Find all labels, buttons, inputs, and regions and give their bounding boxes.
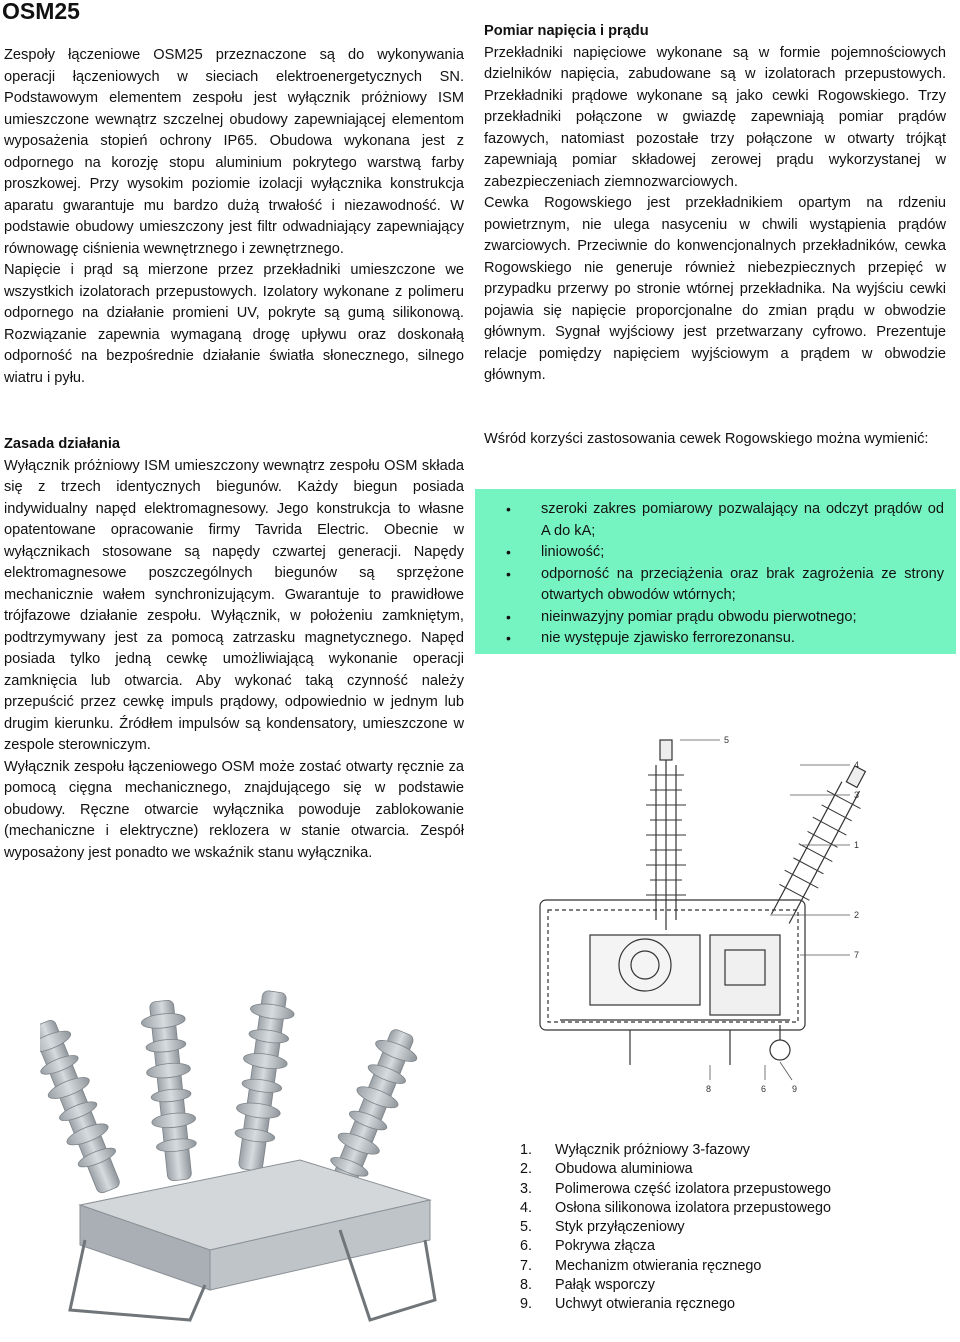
callout-4: 4	[854, 760, 860, 770]
insulator-right-drawing	[764, 760, 877, 928]
measurement-heading: Pomiar napięcia i prądu	[484, 23, 649, 39]
benefit-item: • szeroki zakres pomiarowy pozwalający na odczyt prądów od A do kA;	[506, 501, 944, 539]
measurement-section	[484, 21, 946, 387]
benefit-item: • odporność na przeciążenia oraz brak zagrożenia ze strony otwartych obwodów wtórnych;	[506, 565, 944, 603]
principle-heading: Zasada działania	[4, 436, 120, 452]
product-photo	[40, 990, 460, 1335]
intro-paragraph: Zespoły łączeniowe OSM25 przeznaczone są do wykonywania operacji łączeniowych w sieciach elektroenergetycznych SN. Podstawowym elementem zespołu jest wyłącznik próżniowy ISM umieszczone wewnątrz szczelnej obudowy zapewniającej elementom wyposażenia stopień ochrony IP65. Obudowa wykonana jest z odpornego na korozję stopu aluminium pokrytego warstwą farby proszkowej. Przy wysokim poziomie izolacji wyłącznika konstrukcja aparatu gwarantuje mu bardzo dużą trwałość i niezawodność. W podstawie obudowy umieszczony jest filtr odwadniający zapewniający równowagę ciśnienia wewnętrznego i zewnętrznego.	[4, 47, 464, 257]
bullet-icon: •	[506, 608, 511, 625]
callout-5: 5	[724, 735, 730, 745]
intro-section	[4, 45, 464, 389]
insulators	[40, 990, 424, 1198]
benefit-item: • liniowość;	[475, 542, 944, 564]
bullet-icon: •	[506, 501, 511, 517]
callout-2: 2	[854, 910, 860, 920]
page-title: OSM25	[2, 0, 80, 24]
legend-item: 9. Uchwyt otwierania ręcznego	[520, 1296, 735, 1313]
benefits-list	[475, 489, 956, 650]
benefit-item: • nieinwazyjny pomiar prądu obwodu pierwotnego;	[475, 607, 944, 629]
callout-7: 7	[854, 950, 860, 960]
benefits-intro-section	[484, 429, 946, 451]
cross-section-diagram	[530, 720, 950, 1110]
legend-item: 8. Pałąk wsporczy	[520, 1277, 655, 1294]
legend-item: 6. Pokrywa złącza	[520, 1238, 655, 1255]
legend-item: 2. Obudowa aluminiowa	[520, 1161, 693, 1178]
legend-item: 4. Osłona silikonowa izolatora przepustowego	[520, 1199, 831, 1216]
measurement-paragraph-1: Przekładniki napięciowe wykonane są w formie pojemnościowych dzielników napięcia, zabudowane są w izolatorach przepustowych. Przekładniki prądowe wykonane są jako cewki Rogowskiego. Trzy przekładniki połączone w gwiazdę zapewniają pomiar prądów fazowych, natomiast pozostałe trzy połączone w otwarty trójkąt zapewniają pomiar składowej zerowej prądu wykorzystanej w zabezpieczeniach ziemnozwarciowych.	[484, 44, 946, 190]
callout-3: 3	[854, 790, 860, 800]
callout-1: 1	[854, 840, 860, 850]
callout-9: 9	[792, 1084, 798, 1094]
bullet-icon: •	[506, 565, 511, 582]
legend-item: 3. Polimerowa część izolatora przepustowego	[520, 1180, 831, 1197]
legend-item: 7. Mechanizm otwierania ręcznego	[520, 1257, 762, 1274]
measurement-intro-paragraph: Napięcie i prąd są mierzone przez przekładniki umieszczone we wszystkich izolatorach przepustowych. Izolatory wykonane z polimeru odpornego na działanie promieni UV, pokryte są gumą silikonową. Rozwiązanie zapewnia wymaganą drogę upływu oraz doskonałą odporność na bezpośrednie działanie światła słonecznego, silnego wiatru i pyłu.	[4, 262, 464, 386]
housing-box	[80, 1160, 430, 1290]
benefit-item: • nie występuje zjawisko ferrorezonansu.	[475, 628, 944, 650]
bullet-icon: •	[506, 630, 511, 646]
legend-item: 1. Wyłącznik próżniowy 3-fazowy	[520, 1142, 751, 1158]
legend-item: 5. Styk przyłączeniowy	[520, 1219, 685, 1236]
principle-section	[4, 434, 464, 864]
benefits-intro: Wśród korzyści zastosowania cewek Rogowskiego można wymienić:	[484, 431, 929, 447]
principle-paragraph-2: Wyłącznik zespołu łączeniowego OSM może zostać otwarty ręcznie za pomocą cięgna mechanicznego, znajdującego się w podstawie obudowy. Ręczne otwarcie wyłącznika powoduje zablokowanie (mechaniczne i elektryczne) reklozera w stanie otwarcia. Zespół wyposażony jest ponadto we wskaźnik stanu wyłącznika.	[4, 758, 464, 861]
benefits-box	[475, 489, 956, 654]
principle-paragraph-1: Wyłącznik próżniowy ISM umieszczony wewnątrz zespołu OSM składa się z trzech identycznych biegunów. Każdy biegun posiada indywidualny napęd elektromagnesowy. Jego konstrukcja to własne opatentowane opracowanie firmy Tavrida Electric. Obecnie w wyłącznikach stosowane są napędy czwartej generacji. Napędy elektromagnesowe poszczególnych biegunów są sprzężone mechanicznie wałem synchronizującym. Gwarantuje to prawidłowe trójfazowe działanie zespołu. Wyłącznik, w położeniu zamkniętym, podtrzymywany jest za pomocą zatrzasku magnetycznego. Napęd posiada tylko jedną cewkę umożliwiającą wykonanie operacji zamknięcia lub otwarcia. Aby wykonać taką czynność należy przepuścić przez cewkę impuls prądowy, odpowiednio w jednym lub drugim kierunku. Źródłem impulsów są kondensatory, umieszczone w zespole sterowniczym.	[4, 457, 464, 753]
measurement-paragraph-2: Cewka Rogowskiego jest przekładnikiem opartym na rdzeniu powietrznym, nie ulega nasyceniu w chwili wystąpienia prądów zwarciowych. Przeciwnie do konwencjonalnych przekładników, cewka Rogowskiego nie generuje również niebezpiecznych przepięć w przypadku przerwy po stronie wtórnej przekładnika. Na wyjściu cewki pojawia się napięcie proporcjonalne do zmian prądu w obwodzie głównym. Sygnał wyjściowy jest przetwarzany cyfrowo. Prezentuje relacje pomiędzy napięciem wyjściowym a prądem w obwodzie głównym.	[484, 195, 946, 383]
callout-8: 8	[706, 1084, 712, 1094]
insulator-left-drawing	[646, 740, 686, 930]
bullet-icon: •	[506, 544, 511, 560]
callout-6: 6	[761, 1084, 767, 1094]
component-legend	[520, 1141, 831, 1315]
